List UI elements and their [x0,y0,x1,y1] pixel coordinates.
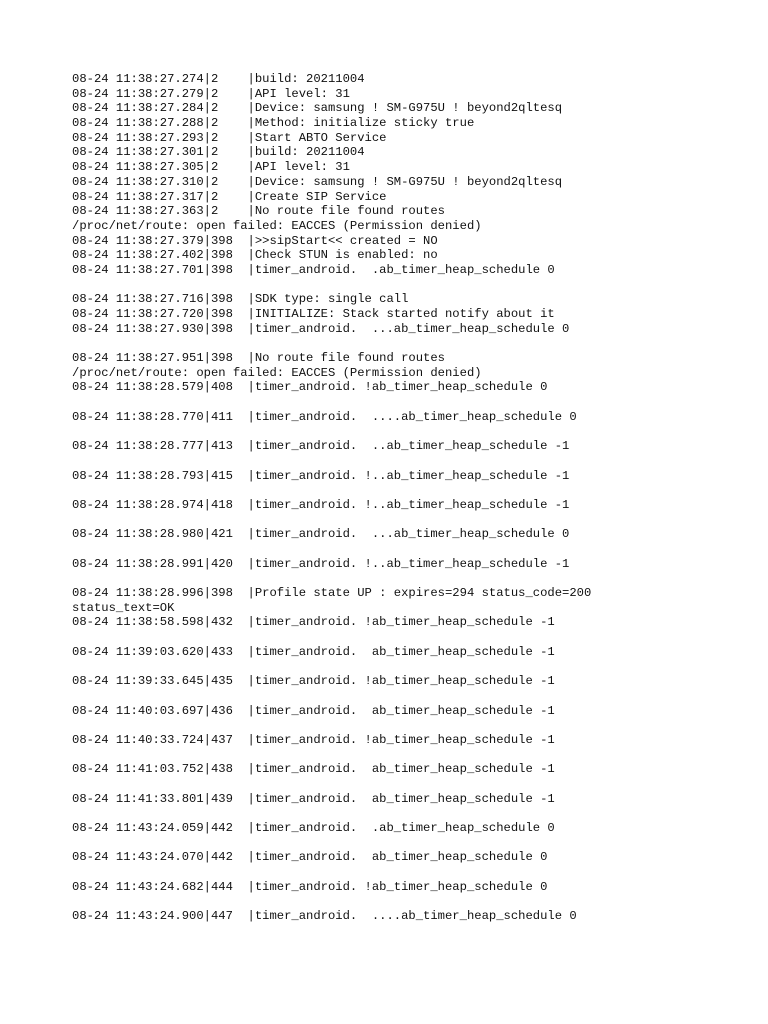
log-line: 08-24 11:38:27.402|398 |Check STUN is enabled: no [72,248,438,263]
blank-line [72,836,732,851]
log-line: 08-24 11:38:27.701|398 |timer_android. .ab_timer_heap_schedule 0 [72,262,555,277]
log-line: 08-24 11:39:33.645|435 |timer_android. !ab_timer_heap_schedule -1 [72,674,555,689]
log-line: 08-24 11:38:27.288|2 |Method: initialize sticky true [72,116,475,131]
log-line: 08-24 11:38:28.991|420 |timer_android. !..ab_timer_heap_schedule -1 [72,556,570,571]
log-line: 08-24 11:40:03.697|436 |timer_android. ab_timer_heap_schedule -1 [72,703,555,718]
log-line: /proc/net/route: open failed: EACCES (Permission denied) [72,365,482,380]
log-line: 08-24 11:38:58.598|432 |timer_android. !ab_timer_heap_schedule -1 [72,615,555,630]
log-line: 08-24 11:43:24.682|444 |timer_android. !ab_timer_heap_schedule 0 [72,879,548,894]
blank-line [72,895,732,910]
blank-line [72,542,732,557]
log-line: 08-24 11:43:24.059|442 |timer_android. .ab_timer_heap_schedule 0 [72,821,555,836]
log-line: 08-24 11:43:24.900|447 |timer_android. ....ab_timer_heap_schedule 0 [72,909,577,924]
blank-line [72,777,732,792]
log-line: 08-24 11:38:27.720|398 |INITIALIZE: Stack started notify about it [72,307,555,321]
log-line: 08-24 11:38:27.301|2 |build: 20211004 [72,145,365,160]
blank-line [72,513,732,528]
log-text-block [72,72,732,924]
log-line: 08-24 11:38:28.974|418 |timer_android. !..ab_timer_heap_schedule -1 [72,497,570,512]
log-line: 08-24 11:38:28.996|398 |Profile state UP : expires=294 status_code=200 [72,586,592,601]
blank-line [72,660,732,675]
blank-line [72,865,732,880]
log-line: 08-24 11:38:28.793|415 |timer_android. !..ab_timer_heap_schedule -1 [72,468,570,483]
log-line: 08-24 11:38:27.930|398 |timer_android. ...ab_timer_heap_schedule 0 [72,321,570,336]
blank-line [72,425,732,440]
log-line: 08-24 11:38:27.951|398 |No route file found routes [72,351,445,366]
log-line: 08-24 11:39:03.620|433 |timer_android. ab_timer_heap_schedule -1 [72,644,555,659]
log-line: status_text=OK [72,600,175,615]
log-line: 08-24 11:38:27.305|2 |API level: 31 [72,160,350,175]
log-line: 08-24 11:38:27.317|2 |Create SIP Service [72,189,387,204]
blank-line [72,278,732,293]
blank-line [72,571,732,586]
blank-line [72,630,732,645]
log-line: /proc/net/route: open failed: EACCES (Permission denied) [72,218,482,233]
log-line: 08-24 11:38:27.310|2 |Device: samsung ! SM-G975U ! beyond2qltesq [72,174,563,189]
log-line: 08-24 11:38:28.579|408 |timer_android. !ab_timer_heap_schedule 0 [72,380,548,395]
blank-line [72,336,732,351]
log-line: 08-24 11:38:28.770|411 |timer_android. ....ab_timer_heap_schedule 0 [72,409,577,424]
blank-line [72,483,732,498]
blank-line [72,395,732,410]
log-line: 08-24 11:41:03.752|438 |timer_android. ab_timer_heap_schedule -1 [72,762,555,777]
log-line: 08-24 11:41:33.801|439 |timer_android. ab_timer_heap_schedule -1 [72,791,555,806]
log-line: 08-24 11:38:27.279|2 |API level: 31 [72,86,350,101]
log-line: 08-24 11:38:27.363|2 |No route file found routes [72,204,445,219]
blank-line [72,748,732,763]
log-line: 08-24 11:38:27.293|2 |Start ABTO Service [72,130,387,145]
log-line: 08-24 11:40:33.724|437 |timer_android. !ab_timer_heap_schedule -1 [72,732,555,747]
log-line: 08-24 11:38:28.980|421 |timer_android. ...ab_timer_heap_schedule 0 [72,527,570,542]
log-line: 08-24 11:38:27.716|398 |SDK type: single call [72,292,409,307]
log-line: 08-24 11:38:27.274|2 |build: 20211004 [72,72,365,86]
blank-line [72,689,732,704]
log-line: 08-24 11:38:28.777|413 |timer_android. ..ab_timer_heap_schedule -1 [72,439,570,454]
log-line: 08-24 11:43:24.070|442 |timer_android. ab_timer_heap_schedule 0 [72,850,548,865]
log-line: 08-24 11:38:27.284|2 |Device: samsung ! SM-G975U ! beyond2qltesq [72,101,563,116]
blank-line [72,806,732,821]
log-line: 08-24 11:38:27.379|398 |>>sipStart<< created = NO [72,233,438,248]
blank-line [72,718,732,733]
blank-line [72,454,732,469]
